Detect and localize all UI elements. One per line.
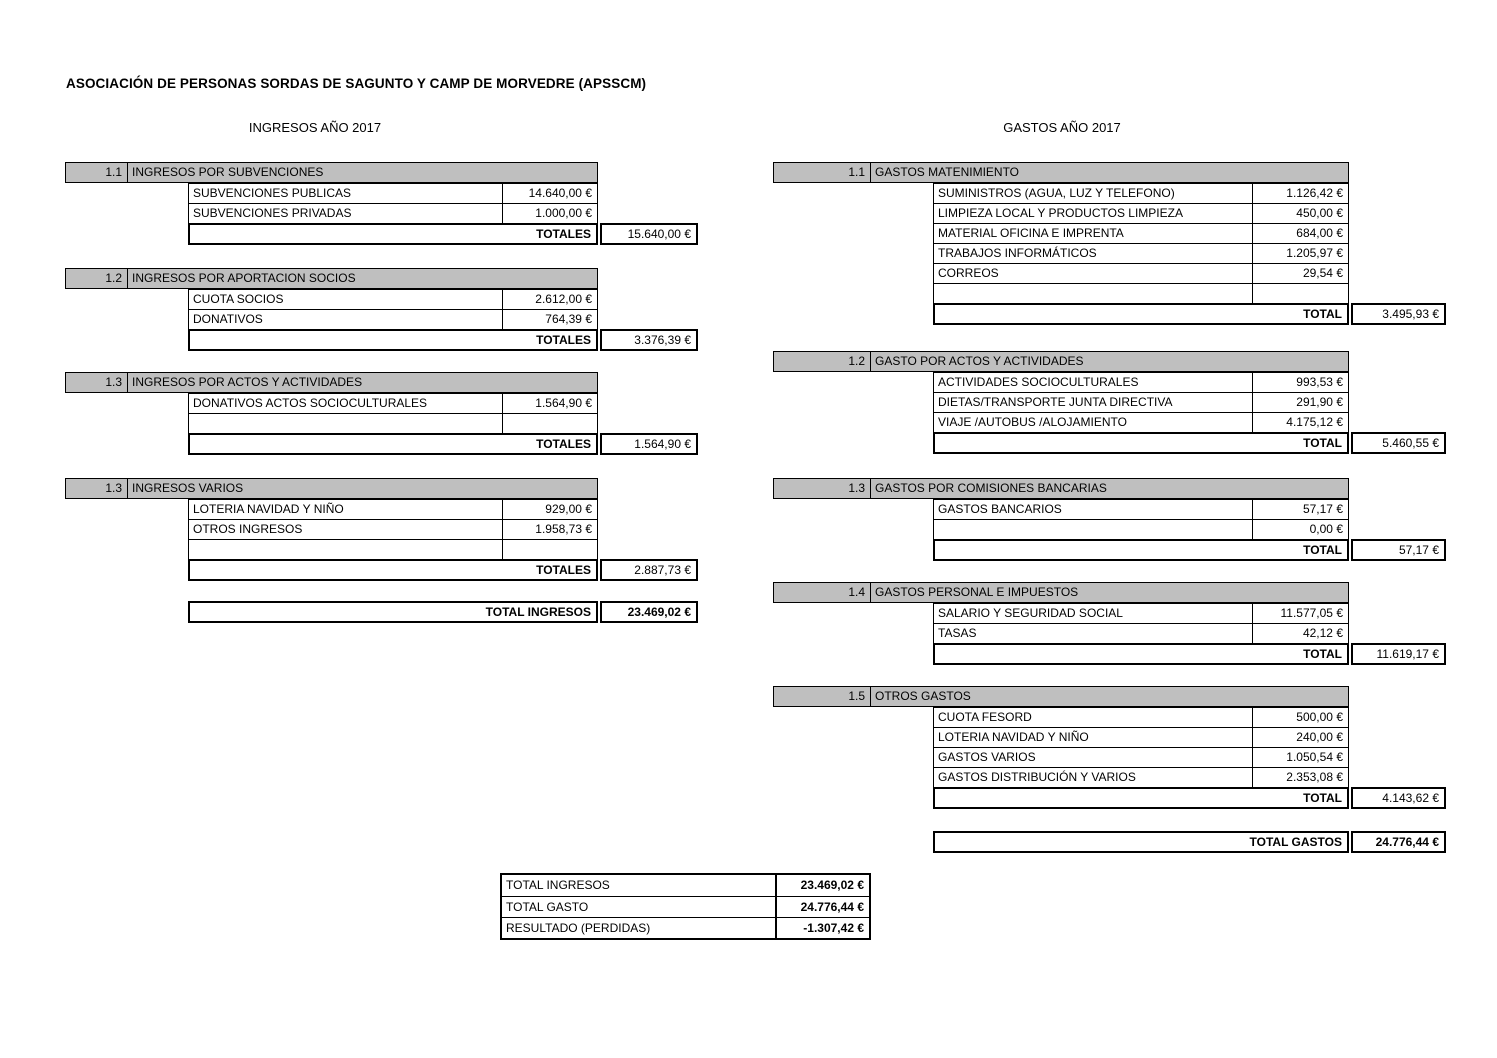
section-rows [933, 183, 1349, 304]
expenses-grand-total-label-cell [933, 831, 1349, 853]
section-number: 1.3 [774, 479, 871, 498]
row-value: 42,12 € [1302, 626, 1343, 640]
section-number: 1.3 [66, 373, 128, 392]
table-row [933, 727, 1349, 748]
expense-section-comisiones-bancarias [773, 478, 1446, 561]
row-value: 240,00 € [1296, 730, 1343, 744]
section-header [773, 582, 1349, 603]
row-value: 57,17 € [1302, 502, 1343, 516]
table-row [933, 519, 1349, 540]
section-rows [933, 372, 1349, 433]
row-value: 993,53 € [1296, 375, 1343, 389]
row-label: TRABAJOS INFORMÁTICOS [934, 244, 1253, 263]
row-label: SUBVENCIONES PRIVADAS [189, 204, 503, 223]
row-value: 0,00 € [1309, 522, 1343, 536]
row-value: 11.577,05 € [1280, 606, 1343, 620]
section-total-label-cell [188, 433, 598, 455]
income-grand-total-row [188, 601, 698, 623]
row-value: 29,54 € [1302, 266, 1343, 280]
expense-section-mantenimiento [773, 162, 1446, 325]
income-grand-total-label: TOTAL INGRESOS [485, 605, 591, 619]
section-total-label-cell [933, 643, 1349, 665]
row-label: SALARIO Y SEGURIDAD SOCIAL [934, 604, 1253, 623]
section-total-label: TOTALES [536, 563, 591, 577]
section-total-label: TOTAL [1303, 791, 1342, 805]
row-value: 1.126,42 € [1286, 186, 1343, 200]
row-label: TASAS [934, 624, 1253, 643]
document-title: ASOCIACIÓN DE PERSONAS SORDAS DE SAGUNTO Y CAMP DE MORVEDRE (APSSCM) [66, 76, 647, 91]
section-header [773, 162, 1349, 183]
section-rows [188, 393, 598, 434]
section-total-label-cell [933, 787, 1349, 809]
row-label: GASTOS VARIOS [934, 748, 1253, 767]
row-label: SUBVENCIONES PUBLICAS [189, 184, 503, 203]
expenses-grand-total-label: TOTAL GASTOS [1249, 835, 1342, 849]
section-number: 1.1 [774, 163, 871, 182]
row-value: 1.050,54 € [1286, 750, 1343, 764]
section-total-line [188, 329, 698, 351]
section-total-label: TOTALES [536, 437, 591, 451]
row-label: DONATIVOS [189, 310, 503, 329]
row-value [503, 540, 597, 559]
section-title: INGRESOS POR SUBVENCIONES [132, 165, 324, 179]
section-rows [188, 183, 598, 224]
summary-value: 24.776,44 € [800, 900, 864, 914]
row-label: DIETAS/TRANSPORTE JUNTA DIRECTIVA [934, 393, 1253, 412]
section-total-value: 3.376,39 € [600, 329, 698, 351]
section-total-value: 15.640,00 € [600, 223, 698, 245]
section-total-line [933, 432, 1446, 454]
table-row [933, 283, 1349, 304]
section-total-line [188, 559, 698, 581]
section-title: INGRESOS POR APORTACION SOCIOS [132, 271, 356, 285]
result-summary-table [500, 873, 871, 940]
income-column-heading: INGRESOS AÑO 2017 [248, 120, 382, 135]
row-value: 764,39 € [545, 312, 592, 326]
section-number: 1.2 [774, 352, 871, 371]
section-total-label-cell [933, 539, 1349, 561]
table-row [933, 203, 1349, 224]
section-total-label: TOTAL [1303, 436, 1342, 450]
table-row [933, 183, 1349, 204]
row-label [189, 414, 503, 433]
section-total-line [188, 223, 698, 245]
income-section-aportacion-socios [65, 268, 698, 351]
row-value: 14.640,00 € [528, 186, 592, 200]
section-total-value: 1.564,90 € [600, 433, 698, 455]
row-label: LOTERIA NAVIDAD Y NIÑO [189, 500, 503, 519]
table-row [933, 263, 1349, 284]
row-label: GASTOS BANCARIOS [934, 500, 1253, 519]
section-total-value: 11.619,17 € [1351, 643, 1446, 665]
section-total-value: 4.143,62 € [1351, 787, 1446, 809]
expenses-grand-total-row [933, 831, 1446, 853]
table-row [933, 243, 1349, 264]
section-rows [933, 499, 1349, 540]
row-label [934, 284, 1253, 303]
section-total-label-cell [933, 432, 1349, 454]
section-header [65, 162, 598, 183]
section-total-label: TOTALES [536, 333, 591, 347]
table-row [933, 223, 1349, 244]
row-value [1253, 284, 1348, 303]
row-value: 1.564,90 € [535, 396, 592, 410]
section-total-label-cell [188, 559, 598, 581]
table-row [933, 707, 1349, 728]
table-row [933, 392, 1349, 413]
summary-row [502, 896, 869, 917]
section-total-line [933, 303, 1446, 325]
section-total-value: 5.460,55 € [1351, 432, 1446, 454]
section-number: 1.1 [66, 163, 128, 182]
section-number: 1.4 [774, 583, 871, 602]
section-title: INGRESOS POR ACTOS Y ACTIVIDADES [132, 375, 363, 389]
summary-row [502, 917, 869, 938]
section-header [65, 268, 598, 289]
row-value: 500,00 € [1296, 710, 1343, 724]
row-value: 684,00 € [1296, 226, 1343, 240]
section-total-value: 57,17 € [1351, 539, 1446, 561]
table-row [933, 623, 1349, 644]
section-rows [188, 289, 598, 330]
expense-section-personal-impuestos [773, 582, 1446, 665]
section-total-line [933, 539, 1446, 561]
section-total-label: TOTAL [1303, 647, 1342, 661]
row-label: LOTERIA NAVIDAD Y NIÑO [934, 728, 1253, 747]
table-row [933, 767, 1349, 788]
table-row [188, 413, 598, 434]
table-row [933, 747, 1349, 768]
row-label [934, 520, 1253, 539]
row-label: CUOTA FESORD [934, 708, 1253, 727]
income-grand-total-label-cell [188, 601, 598, 623]
section-rows [188, 499, 598, 560]
row-label [189, 540, 503, 559]
expense-section-otros-gastos [773, 686, 1446, 809]
table-row [933, 372, 1349, 393]
table-row [188, 499, 598, 520]
section-header [773, 478, 1349, 499]
section-number: 1.3 [66, 479, 128, 498]
row-label: LIMPIEZA LOCAL Y PRODUCTOS LIMPIEZA [934, 204, 1253, 223]
section-total-line [188, 433, 698, 455]
table-row [188, 393, 598, 414]
expense-section-actos-actividades [773, 351, 1446, 454]
row-label: CORREOS [934, 264, 1253, 283]
section-total-label-cell [188, 329, 598, 351]
table-row [933, 603, 1349, 624]
row-label: VIAJE /AUTOBUS /ALOJAMIENTO [934, 413, 1253, 432]
row-label: DONATIVOS ACTOS SOCIOCULTURALES [189, 394, 503, 413]
section-total-label-cell [933, 303, 1349, 325]
row-value: 450,00 € [1296, 206, 1343, 220]
row-value [503, 414, 597, 433]
row-label: OTROS INGRESOS [189, 520, 503, 539]
section-title: GASTOS MATENIMIENTO [875, 165, 1020, 179]
section-total-label-cell [188, 223, 598, 245]
summary-label: RESULTADO (PERDIDAS) [502, 918, 777, 938]
section-total-label: TOTAL [1303, 307, 1342, 321]
row-value: 1.205,97 € [1286, 246, 1343, 260]
summary-label: TOTAL GASTO [502, 897, 777, 917]
section-title: GASTO POR ACTOS Y ACTIVIDADES [875, 354, 1084, 368]
section-total-line [933, 643, 1446, 665]
income-section-varios [65, 478, 698, 581]
expenses-grand-total-value: 24.776,44 € [1351, 831, 1446, 853]
section-rows [933, 707, 1349, 788]
row-label: CUOTA SOCIOS [189, 290, 503, 309]
table-row [188, 289, 598, 310]
row-label: GASTOS DISTRIBUCIÓN Y VARIOS [934, 768, 1253, 787]
row-label: MATERIAL OFICINA E IMPRENTA [934, 224, 1253, 243]
section-number: 1.2 [66, 269, 128, 288]
section-number: 1.5 [774, 687, 871, 706]
section-rows [933, 603, 1349, 644]
section-title: OTROS GASTOS [875, 689, 971, 703]
income-section-actos-actividades [65, 372, 698, 455]
row-value: 291,90 € [1296, 395, 1343, 409]
summary-value: -1.307,42 € [803, 921, 864, 935]
table-row [188, 539, 598, 560]
row-value: 929,00 € [545, 502, 592, 516]
expenses-column-heading: GASTOS AÑO 2017 [1003, 120, 1121, 135]
table-row [188, 183, 598, 204]
row-value: 2.353,08 € [1286, 770, 1343, 784]
section-title: GASTOS POR COMISIONES BANCARIAS [875, 481, 1107, 495]
table-row [933, 412, 1349, 433]
table-row [188, 519, 598, 540]
row-label: SUMINISTROS (AGUA, LUZ Y TELEFONO) [934, 184, 1253, 203]
section-header [65, 478, 598, 499]
row-value: 2.612,00 € [535, 292, 592, 306]
section-title: INGRESOS VARIOS [132, 481, 244, 495]
row-value: 1.958,73 € [535, 522, 592, 536]
summary-label: TOTAL INGRESOS [502, 875, 777, 896]
summary-row [502, 875, 869, 896]
row-label: ACTIVIDADES SOCIOCULTURALES [934, 373, 1253, 392]
section-total-value: 3.495,93 € [1351, 303, 1446, 325]
income-section-subvenciones [65, 162, 698, 245]
section-total-line [933, 787, 1446, 809]
table-row [188, 309, 598, 330]
section-header [65, 372, 598, 393]
section-total-value: 2.887,73 € [600, 559, 698, 581]
summary-value: 23.469,02 € [800, 878, 864, 892]
table-row [188, 203, 598, 224]
section-title: GASTOS PERSONAL E IMPUESTOS [875, 585, 1079, 599]
section-total-label: TOTALES [536, 227, 591, 241]
row-value: 4.175,12 € [1286, 415, 1343, 429]
income-grand-total-value: 23.469,02 € [600, 601, 698, 623]
section-header [773, 686, 1349, 707]
section-header [773, 351, 1349, 372]
section-total-label: TOTAL [1303, 543, 1342, 557]
row-value: 1.000,00 € [535, 206, 592, 220]
table-row [933, 499, 1349, 520]
